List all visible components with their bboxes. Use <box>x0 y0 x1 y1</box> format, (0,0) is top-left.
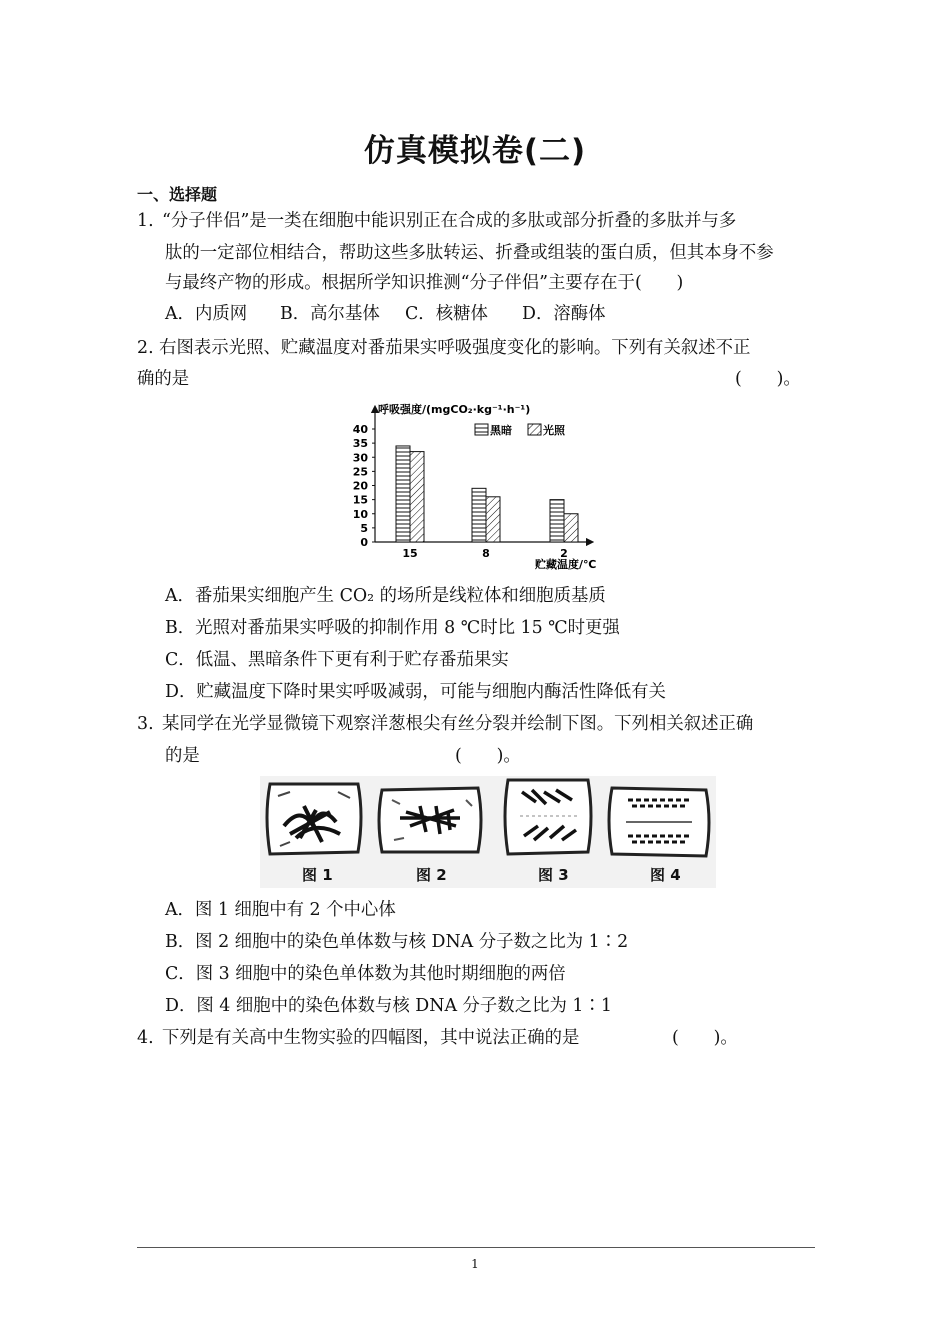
q2-option-d: D．贮藏温度下降时果实呼吸减弱，可能与细胞内酶活性降低有关 <box>165 682 666 702</box>
q4-number: 4. <box>137 1028 154 1048</box>
cell-2-drawing <box>379 788 481 852</box>
footer-rule <box>137 1247 815 1248</box>
cell-3-drawing <box>505 780 591 854</box>
chart-bar-黑暗 <box>550 500 564 542</box>
figure-label-1: 图 1 <box>302 866 333 884</box>
q1-option-d: D．溶酶体 <box>522 304 606 324</box>
chart-y-tick-label: 20 <box>352 479 368 493</box>
chart-y-tick-label: 5 <box>360 521 368 535</box>
q3-line-1: 某同学在光学显微镜下观察洋葱根尖有丝分裂并绘制下图。下列相关叙述正确 <box>162 714 754 734</box>
q3-line-2: 的是 <box>165 746 200 766</box>
cell-1-drawing <box>267 784 361 854</box>
q3-option-a: A．图 1 细胞中有 2 个中心体 <box>165 900 396 920</box>
chart-bar-光照 <box>410 452 424 542</box>
q2-answer-paren: ( )。 <box>735 369 801 389</box>
q2-option-a: A．番茄果实细胞产生 CO₂ 的场所是线粒体和细胞质基质 <box>165 586 606 606</box>
figure-label-4: 图 4 <box>650 866 681 884</box>
q3-option-c: C．图 3 细胞中的染色单体数为其他时期细胞的两倍 <box>165 964 566 984</box>
q2-option-c: C．低温、黑暗条件下更有利于贮存番茄果实 <box>165 650 509 670</box>
mitosis-figure <box>260 776 716 888</box>
q1-line-3: 与最终产物的形成。根据所学知识推测“分子伴侣”主要存在于( ) <box>165 273 684 293</box>
chart-y-tick-label: 25 <box>352 465 368 479</box>
page-title: 仿真模拟卷(二) <box>363 133 587 169</box>
chart-x-axis-label: 贮藏温度/℃ <box>535 558 597 571</box>
q1-option-b: B．高尔基体 <box>280 304 380 324</box>
q4-line: 下列是有关高中生物实验的四幅图，其中说法正确的是 <box>162 1028 580 1048</box>
q4-answer-paren: ( )。 <box>672 1028 738 1048</box>
figure-label-3: 图 3 <box>538 866 569 884</box>
q2-option-b: B．光照对番茄果实呼吸的抑制作用 8 ℃时比 15 ℃时更强 <box>165 618 620 638</box>
chart-y-tick-label: 10 <box>352 507 368 521</box>
chart-legend-label: 光照 <box>543 424 565 437</box>
chart-legend-label: 黑暗 <box>490 424 512 437</box>
q1-option-c: C．核糖体 <box>405 304 488 324</box>
q3-answer-paren: ( )。 <box>455 746 521 766</box>
q1-option-a: A．内质网 <box>165 304 248 324</box>
q3-option-b: B．图 2 细胞中的染色单体数与核 DNA 分子数之比为 1∶2 <box>165 932 629 952</box>
respiration-bar-chart <box>350 395 610 575</box>
chart-x-tick-label: 8 <box>482 547 490 560</box>
q2-line-2: 确的是 <box>137 369 190 389</box>
chart-y-axis-label: 呼吸强度/(mgCO₂·kg⁻¹·h⁻¹) <box>378 403 531 416</box>
chart-x-tick-label: 2 <box>560 547 568 560</box>
chart-y-tick-label: 0 <box>360 536 368 549</box>
page-number: 1 <box>471 1257 479 1271</box>
chart-bar-黑暗 <box>396 446 410 542</box>
chart-y-tick-label: 35 <box>352 437 368 451</box>
chart-bar-黑暗 <box>472 488 486 542</box>
chart-x-tick-label: 15 <box>402 547 418 560</box>
q1-line-2: 肽的一定部位相结合，帮助这些多肽转运、折叠或组装的蛋白质，但其本身不参 <box>165 243 774 263</box>
chart-bar-光照 <box>486 497 500 542</box>
chart-y-tick-label: 30 <box>352 451 368 465</box>
cell-4-drawing <box>609 788 709 856</box>
figure-label-2: 图 2 <box>416 866 447 884</box>
q3-option-d: D．图 4 细胞中的染色体数与核 DNA 分子数之比为 1∶1 <box>165 996 612 1016</box>
q1-line-1: “分子伴侣”是一类在细胞中能识别正在合成的多肽或部分折叠的多肽并与多 <box>162 211 737 231</box>
chart-legend-swatch <box>475 424 488 435</box>
q3-number: 3. <box>137 714 154 734</box>
chart-y-tick-label: 40 <box>352 423 368 436</box>
q2-line-1: 2. 右图表示光照、贮藏温度对番茄果实呼吸强度变化的影响。下列有关叙述不正 <box>137 338 751 358</box>
section-heading: 一、选择题 <box>137 185 218 204</box>
chart-bar-光照 <box>564 514 578 542</box>
q1-number: 1. <box>137 211 154 231</box>
chart-legend-swatch <box>528 424 541 435</box>
chart-y-tick-label: 15 <box>352 493 368 507</box>
